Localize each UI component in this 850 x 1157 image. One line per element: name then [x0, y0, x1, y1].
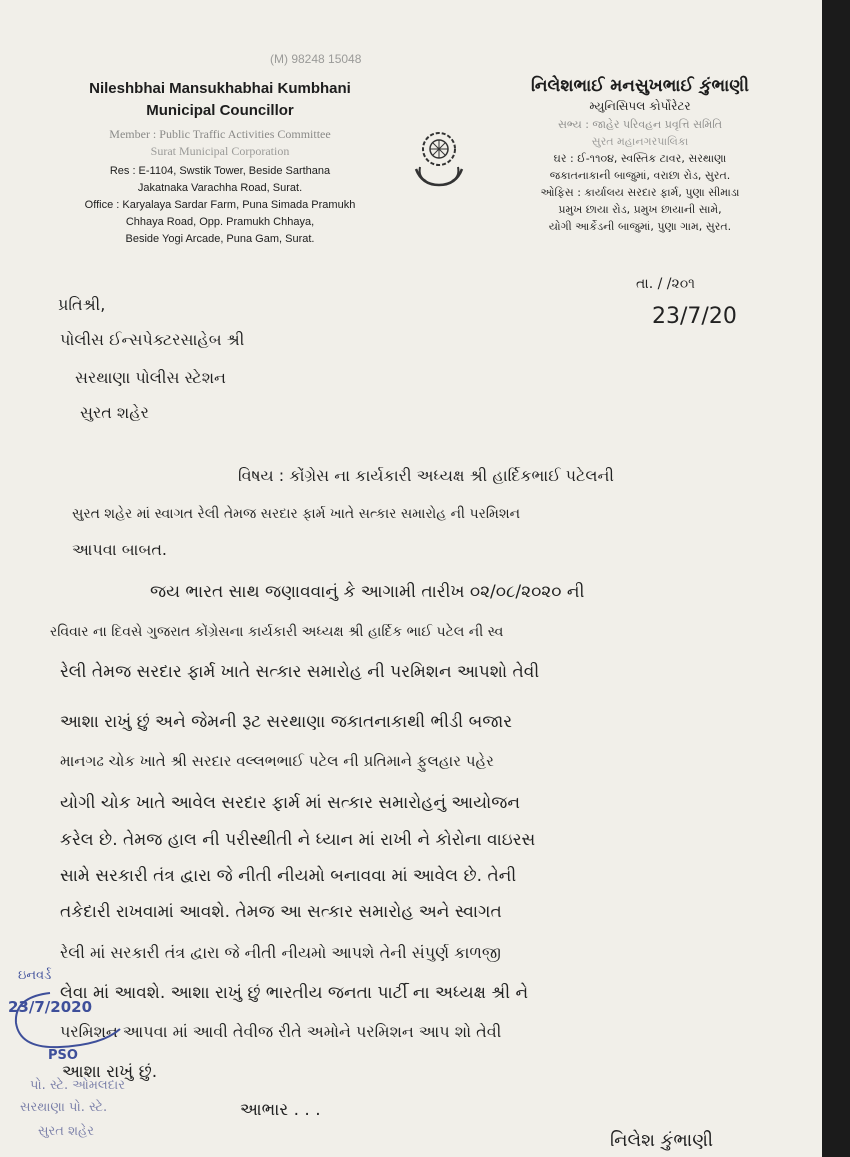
body-line-3: રેલી તેમજ સરદાર ફાર્મ ખાતે સત્કાર સમારોહ ની પરમિશન આપશો તેવી	[60, 662, 540, 682]
body-line-6: યોગી ચોક ખાતે આવેલ સરદાર ફાર્મ માં સત્કાર સમારોહનું આયોજન	[60, 793, 520, 813]
stamp-date: 23/7/2020	[8, 998, 93, 1016]
to-line-3: સરથાણા પોલીસ સ્ટેશન	[75, 368, 226, 387]
office-line-3: Beside Yogi Arcade, Puna Gam, Surat.	[125, 233, 315, 245]
residence-line-1: Res : E-1104, Swstik Tower, Beside Sarthana	[109, 165, 331, 177]
inward-stamp-circle-icon	[10, 985, 130, 1055]
residence-gu-line-2: જકાતનાકાની બાજુમાં, વરાછા રોડ, સુરત.	[549, 169, 731, 182]
office-gu-line-1: ઓફિસ : કાર્યાલય સરદાર ફાર્મ, પુણા સીમાડા	[540, 186, 740, 199]
corporation-en: Surat Municipal Corporation	[150, 144, 290, 158]
stamp-line-3: સુરત શહેર	[38, 1124, 94, 1139]
letterhead-gujarati	[500, 76, 780, 235]
signature: નિલેશ કુંભાણી	[610, 1130, 714, 1151]
office-line-1: Office : Karyalaya Sardar Farm, Puna Simada Pramukh	[84, 199, 356, 211]
body-line-4: આશા રાખું છું અને જેમની રૂટ સરથાણા જકાતનાકાથી ભીડી બજાર	[60, 712, 513, 732]
body-line-11: લેવા માં આવશે. આશા રાખું છું ભારતીય જનતા પાર્ટી ના અધ્યક્ષ શ્રી ને	[60, 983, 529, 1003]
letterhead-english	[60, 80, 380, 248]
phone-number: (M) 98248 15048	[270, 52, 362, 66]
subject-line-2: સુરત શહેર માં સ્વાગત રેલી તેમજ સરદાર ફાર્મ ખાતે સત્કાર સમારોહ ની પરમિશન	[72, 506, 521, 522]
councillor-name-en: Nileshbhai Mansukhabhai Kumbhani	[89, 80, 351, 97]
committee-member-gu: સભ્ય : જાહેર પરિવહન પ્રવૃત્તિ સમિતિ	[557, 118, 723, 131]
office-gu-line-3: યોગી આર્કેડની બાજુમાં, પુણા ગામ, સુરત.	[548, 220, 732, 233]
closing: આભાર . . .	[240, 1100, 321, 1120]
residence-gu-line-1: ઘર : ઈ-૧૧૦૪, સ્વસ્તિક ટાવર, સરથાણા	[553, 152, 727, 165]
body-line-12: પરમિશન આપવા માં આવી તેવીજ રીતે અમોને પરમિશન આપ શો તેવી	[60, 1022, 502, 1041]
to-line-4: સુરત શહેર	[80, 403, 149, 422]
body-line-2: રવિવાર ના દિવસે ગુજરાત કોંગ્રેસના કાર્યકારી અધ્યક્ષ શ્રી હાર્દિક ભાઈ પટેલ ની સ્વ	[50, 624, 504, 640]
councillor-title-gu: મ્યુનિસિપલ કોર્પોરેટર	[589, 99, 691, 113]
body-line-8: સામે સરકારી તંત્ર દ્વારા જે નીતી નીયમો બનાવવા માં આવેલ છે. તેની	[60, 866, 517, 886]
stamp-initials: PSO	[48, 1048, 78, 1063]
date-label: તા. / /૨૦૧	[636, 276, 696, 292]
to-line-2: પોલીસ ઈન્સપેક્ટરસાહેબ શ્રી	[60, 330, 245, 349]
residence-line-2: Jakatnaka Varachha Road, Surat.	[137, 182, 303, 194]
party-emblem-icon	[408, 125, 470, 191]
stamp-inward-label: ઇનવર્ડ	[18, 968, 52, 983]
stamp-line-1: પો. સ્ટે. ઓમલદાર	[30, 1078, 125, 1093]
letter-date: 23/7/20	[652, 304, 737, 329]
subject-line-1: વિષય : કોંગ્રેસ ના કાર્યકારી અધ્યક્ષ શ્રી હાર્દિકભાઈ પટેલની	[238, 466, 614, 485]
body-line-13: આશા રાખું છું.	[62, 1062, 158, 1082]
body-line-7: કરેલ છે. તેમજ હાલ ની પરીસ્થીતી ને ધ્યાન માં રાખી ને કોરોના વાઇરસ	[60, 830, 536, 850]
body-line-1: જય ભારત સાથ જણાવવાનું કે આગામી તારીખ ૦૨/૦૮/૨૦૨૦ ની	[150, 582, 585, 602]
body-line-9: તકેદારી રાખવામાં આવશે. તેમજ આ સત્કાર સમારોહ અને સ્વાગત	[60, 902, 502, 922]
councillor-name-gu: નિલેશભાઈ મનસુખભાઈ કુંભાણી	[531, 76, 749, 96]
body-line-5: માનગઢ ચોક ખાતે શ્રી સરદાર વલ્લભભાઈ પટેલ ની પ્રતિમાને ફુલહાર પહેર	[60, 752, 494, 770]
office-gu-line-2: પ્રમુખ છાયા રોડ, પ્રમુખ છાયાની સામે,	[558, 203, 722, 216]
committee-member-en: Member : Public Traffic Activities Committee	[109, 127, 331, 141]
stamp-line-2: સરથાણા પો. સ્ટે.	[20, 1100, 108, 1115]
to-line-1: પ્રતિશ્રી,	[58, 295, 106, 314]
councillor-title-en: Municipal Councillor	[146, 102, 294, 119]
subject-line-3: આપવા બાબત.	[72, 540, 168, 559]
office-line-2: Chhaya Road, Opp. Pramukh Chhaya,	[125, 216, 315, 228]
corporation-gu: સુરત મહાનગરપાલિકા	[591, 135, 689, 148]
body-line-10: રેલી માં સરકારી તંત્ર દ્વારા જે નીતી નીયમો આપશે તેની સંપુર્ણ કાળજી	[60, 943, 501, 962]
